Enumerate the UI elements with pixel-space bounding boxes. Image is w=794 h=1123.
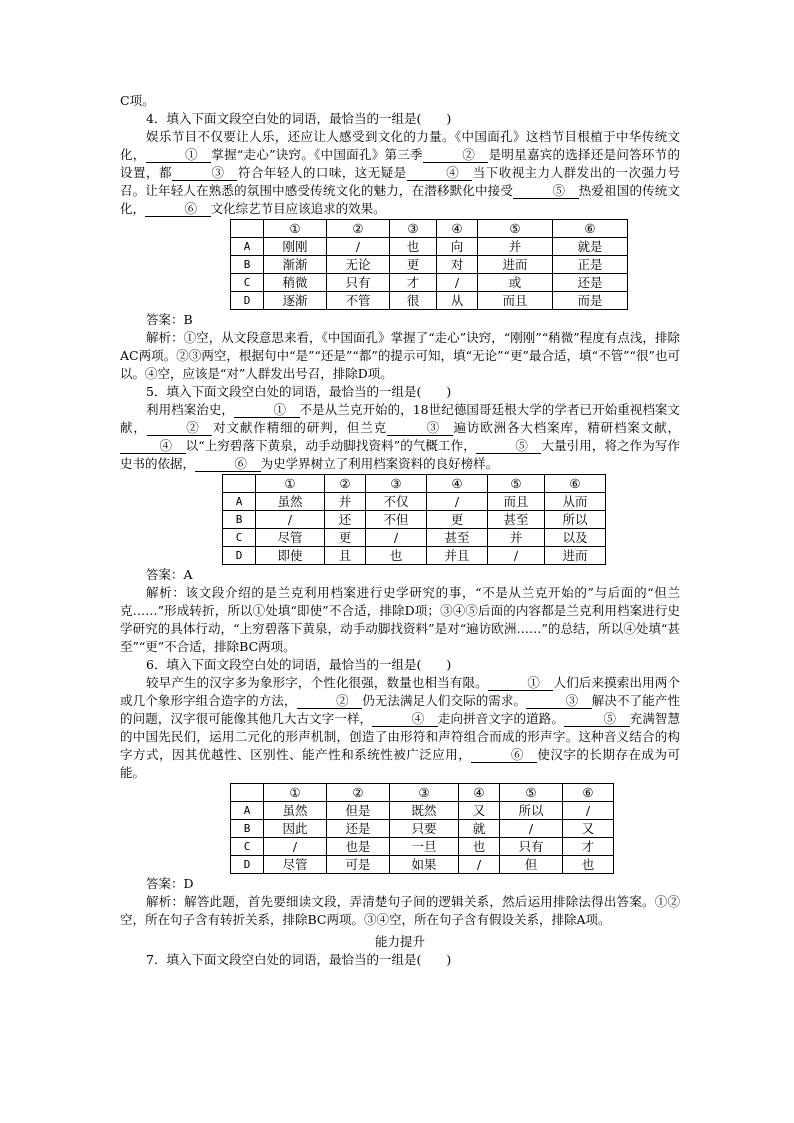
table-cell: / xyxy=(427,493,488,511)
table-cell xyxy=(223,475,256,493)
table-cell: B xyxy=(223,511,256,529)
q6-analysis: 解析：解答此题，首先要细读文段，弄清楚句子间的逻辑关系，然后运用排除法得出答案。①②空，所在句子含有转折关系，排除BC两项。③④空，所在句子含有假设关系，排除A项。 xyxy=(120,894,680,927)
table-cell: 也 xyxy=(390,238,437,256)
table-cell: 可是 xyxy=(327,856,390,874)
table-cell: 但是 xyxy=(327,802,390,820)
table-cell: ⑤ xyxy=(478,220,553,238)
q7-stem: 7．填入下面文段空白处的词语，最恰当的一组是( ) xyxy=(146,952,452,967)
table-cell: C xyxy=(231,274,264,292)
table-cell: 就是 xyxy=(553,238,628,256)
table-cell: 只有 xyxy=(500,838,563,856)
table-cell: 从而 xyxy=(545,493,606,511)
table-row xyxy=(223,493,606,511)
table-cell: 以及 xyxy=(545,529,606,547)
table-cell: 虽然 xyxy=(264,802,327,820)
table-cell: ② xyxy=(327,220,390,238)
table-cell: 或 xyxy=(478,274,553,292)
q4-stem: 4．填入下面文段空白处的词语，最恰当的一组是( ) xyxy=(146,111,452,126)
table-cell: / xyxy=(327,238,390,256)
table-cell: 渐渐 xyxy=(264,256,327,274)
document-content xyxy=(120,92,680,969)
table-cell: 但 xyxy=(500,856,563,874)
table-row xyxy=(223,547,606,565)
table-cell: ② xyxy=(325,475,366,493)
table-cell xyxy=(231,220,264,238)
table-cell: 还是 xyxy=(327,820,390,838)
table-cell: 还 xyxy=(325,511,366,529)
table-row xyxy=(231,838,614,856)
table-row xyxy=(231,274,628,292)
table-cell: 即使 xyxy=(256,547,325,565)
table-cell: 无论 xyxy=(327,256,390,274)
table-cell: 很 xyxy=(390,292,437,310)
table-cell: ③ xyxy=(390,220,437,238)
table-cell: ⑤ xyxy=(488,475,545,493)
table-header-row xyxy=(231,220,628,238)
table-cell: 正是 xyxy=(553,256,628,274)
table-cell: 并且 xyxy=(427,547,488,565)
table-cell: 逐渐 xyxy=(264,292,327,310)
q5-analysis: 解析：该文段介绍的是兰克利用档案进行史学研究的事，“不是从兰克开始的”与后面的“但兰克……”形成转折，所以①处填“即使”不合适，排除D项；③④⑤后面的内容都是兰克利用档案进行史学研究的具体行动，“上穷碧落下黄泉，动手动脚找资料”是对“遍访欧洲……”的总结，所以④处填“甚至”“更”不合适，排除BC两项。 xyxy=(120,585,680,654)
table-header-row xyxy=(223,475,606,493)
table-cell: B xyxy=(231,820,264,838)
table-cell: 稍微 xyxy=(264,274,327,292)
table-row xyxy=(231,856,614,874)
table-cell: 甚至 xyxy=(427,529,488,547)
table-cell: A xyxy=(231,238,264,256)
table-cell: 不但 xyxy=(366,511,427,529)
table-cell: 甚至 xyxy=(488,511,545,529)
table-cell: 而且 xyxy=(488,493,545,511)
table-cell: 尽管 xyxy=(256,529,325,547)
table-cell: 也 xyxy=(459,838,500,856)
table-cell: 所以 xyxy=(500,802,563,820)
table-cell: 只要 xyxy=(390,820,459,838)
table-cell: B xyxy=(231,256,264,274)
q4-answer: 答案：B xyxy=(146,312,193,327)
table-cell xyxy=(231,784,264,802)
q4-passage: 娱乐节目不仅要让人乐，还应让人感受到文化的力量。《中国面孔》这档节目根植于中华传统文化， ① 掌握“走心”诀窍。《中国面孔》第三季 ② 是明星嘉宾的选择还是问答环节的设置，都 ③ 符合年轻人的口味，这无疑是 ④ 当下收视主力人群发出的一次强力号召。让年轻人在熟悉的氛围中感受传统文化的魅力，在潜移默化中接受 ⑤ 热爱祖国的传统文化， ⑥ 文化综艺节目应该追求的效果。 xyxy=(120,129,680,216)
table-cell: 虽然 xyxy=(256,493,325,511)
table-cell: 还是 xyxy=(553,274,628,292)
table-cell: ① xyxy=(256,475,325,493)
table-cell: ① xyxy=(264,784,327,802)
q6-answer: 答案：D xyxy=(146,876,194,891)
table-row xyxy=(231,802,614,820)
table-cell: 就 xyxy=(459,820,500,838)
table-cell: 更 xyxy=(325,529,366,547)
table-cell: ④ xyxy=(459,784,500,802)
table-cell: 刚刚 xyxy=(264,238,327,256)
table-cell: / xyxy=(500,820,563,838)
table-cell: ⑥ xyxy=(545,475,606,493)
table-cell: ⑥ xyxy=(563,784,614,802)
table-cell: 而是 xyxy=(553,292,628,310)
table-cell: ⑤ xyxy=(500,784,563,802)
table-cell: 因此 xyxy=(264,820,327,838)
table-cell: 从 xyxy=(437,292,478,310)
table-cell: 只有 xyxy=(327,274,390,292)
table-cell: C xyxy=(223,529,256,547)
table-cell: 也是 xyxy=(327,838,390,856)
table-cell: A xyxy=(223,493,256,511)
table-cell: / xyxy=(256,511,325,529)
table-cell: 更 xyxy=(427,511,488,529)
table-cell: 不管 xyxy=(327,292,390,310)
table-row xyxy=(231,820,614,838)
table-cell: 而且 xyxy=(478,292,553,310)
table-cell: 也 xyxy=(366,547,427,565)
table-cell: 又 xyxy=(459,802,500,820)
q6-passage: 较早产生的汉字多为象形字，个性化很强，数量也相当有限。 ① 人们后来摸索出用两个或几个象形字组合造字的方法， ② 仍无法满足人们交际的需求。 ③ 解决不了能产性的问题，汉字很可能像其他几大古文字一样， ④ 走向拼音文字的道路。 ⑤ 充满智慧的中国先民们，运用二元化的形声机制，创造了由形符和声符组合而成的形声字。这种音义结合的构字方式，因其优越性、区别性、能产性和系统性被广泛应用， ⑥ 使汉字的长期存在成为可能。 xyxy=(120,675,680,780)
table-cell: 向 xyxy=(437,238,478,256)
q5-answer: 答案：A xyxy=(146,567,193,582)
table-cell: ③ xyxy=(366,475,427,493)
table-row xyxy=(223,529,606,547)
table-cell: 对 xyxy=(437,256,478,274)
table-cell: D xyxy=(231,856,264,874)
table-cell: 更 xyxy=(390,256,437,274)
table-row xyxy=(231,292,628,310)
table-cell: 所以 xyxy=(545,511,606,529)
table-row xyxy=(223,511,606,529)
table-cell: 才 xyxy=(563,838,614,856)
table-cell: ② xyxy=(327,784,390,802)
table-row xyxy=(231,238,628,256)
table-cell: / xyxy=(563,802,614,820)
q6-stem: 6．填入下面文段空白处的词语，最恰当的一组是( ) xyxy=(146,657,452,672)
table-cell: / xyxy=(366,529,427,547)
table-cell: 尽管 xyxy=(264,856,327,874)
table-cell: 并 xyxy=(325,493,366,511)
table-cell: 进而 xyxy=(545,547,606,565)
q5-passage: 利用档案治史， ① 不是从兰克开始的，18世纪德国哥廷根大学的学者已开始重视档案文献， ② 对文献作精细的研判，但兰克 ③ 遍访欧洲各大档案库，精研档案文献， ④ 以“上穷碧落下黄泉，动手动脚找资料”的气概工作， ⑤ 大量引用，将之作为写作史书的依据， ⑥ 为史学界树立了利用档案资料的良好榜样。 xyxy=(120,402,680,471)
table-cell: / xyxy=(459,856,500,874)
q5-options-table xyxy=(222,474,606,565)
table-cell: ③ xyxy=(390,784,459,802)
table-cell: A xyxy=(231,802,264,820)
table-cell: D xyxy=(223,547,256,565)
table-header-row xyxy=(231,784,614,802)
table-cell: C xyxy=(231,838,264,856)
table-cell: 并 xyxy=(488,529,545,547)
q4-analysis: 解析：①空，从文段意思来看，《中国面孔》掌握了“走心”诀窍，“刚刚”“稍微”程度有点浅，排除AC两项。②③两空，根据句中“是”“还是”“都”的提示可知，填“无论”“更”最合适，填“不管”“很”也可以。④空，应该是“对”人群发出号召，排除D项。 xyxy=(120,330,680,381)
q4-options-table xyxy=(230,219,628,310)
table-cell: 并 xyxy=(478,238,553,256)
table-cell: 一旦 xyxy=(390,838,459,856)
table-cell: 进而 xyxy=(478,256,553,274)
table-cell: 且 xyxy=(325,547,366,565)
q5-stem: 5．填入下面文段空白处的词语，最恰当的一组是( ) xyxy=(146,384,452,399)
table-cell: 如果 xyxy=(390,856,459,874)
table-cell: ⑥ xyxy=(553,220,628,238)
table-row xyxy=(231,256,628,274)
table-cell: 既然 xyxy=(390,802,459,820)
table-cell: ① xyxy=(264,220,327,238)
table-cell: 又 xyxy=(563,820,614,838)
table-cell: / xyxy=(488,547,545,565)
table-cell: 也 xyxy=(563,856,614,874)
table-cell: ④ xyxy=(437,220,478,238)
table-cell: 才 xyxy=(390,274,437,292)
previous-answer-tail: C项。 xyxy=(120,93,155,108)
q6-options-table xyxy=(230,783,614,874)
table-cell: 不仅 xyxy=(366,493,427,511)
table-cell: D xyxy=(231,292,264,310)
table-cell: / xyxy=(264,838,327,856)
table-cell: / xyxy=(437,274,478,292)
table-cell: ④ xyxy=(427,475,488,493)
section-title: 能力提升 xyxy=(374,934,425,949)
